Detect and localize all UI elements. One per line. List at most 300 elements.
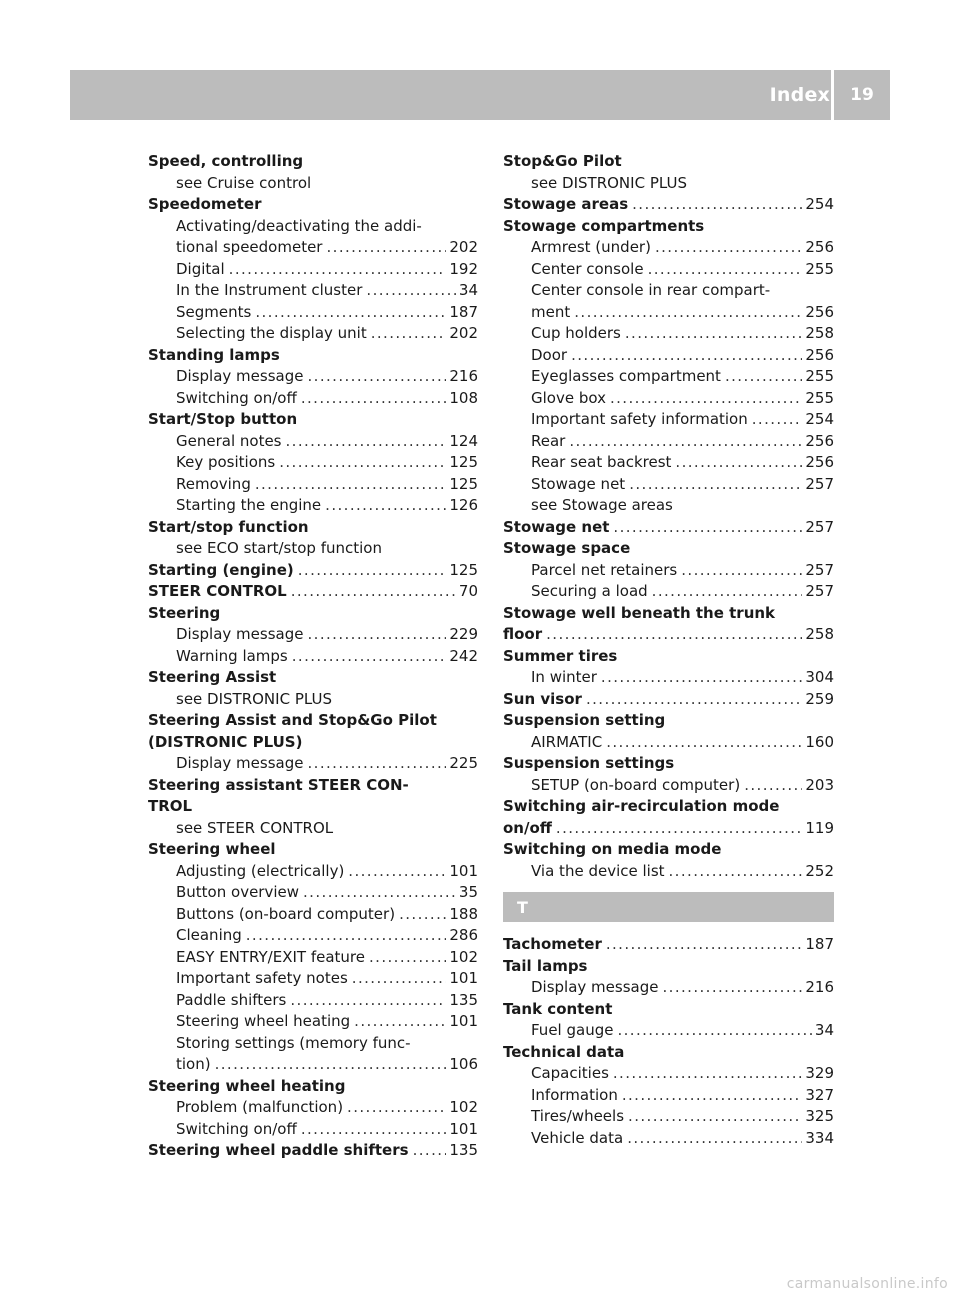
index-subentry	[503, 323, 834, 345]
index-subentry	[503, 366, 834, 388]
index-subentry	[503, 173, 834, 195]
page-reference: 126	[449, 496, 478, 514]
index-subentry	[148, 1011, 478, 1033]
index-entry	[148, 560, 478, 582]
dot-leader	[574, 302, 802, 324]
index-column-right	[503, 151, 834, 1149]
dot-leader	[725, 366, 802, 388]
entry-label: Important safety notes	[176, 969, 348, 987]
page-reference: 125	[449, 453, 478, 471]
index-entry	[503, 603, 834, 625]
dot-leader	[291, 581, 456, 603]
entry-label: Button overview	[176, 883, 300, 901]
entry-label: Start/Stop button	[148, 410, 298, 428]
index-entry	[148, 603, 478, 625]
index-entry	[148, 710, 478, 732]
index-subentry	[503, 280, 834, 302]
dot-leader	[369, 947, 446, 969]
index-subentry	[148, 646, 478, 668]
index-subentry	[148, 302, 478, 324]
entry-label: see DISTRONIC PLUS	[176, 689, 332, 708]
entry-label: Cleaning	[176, 926, 242, 944]
index-subentry	[148, 925, 478, 947]
page-reference: 125	[449, 560, 478, 579]
entry-label: Securing a load	[531, 582, 648, 600]
dot-leader	[629, 474, 802, 496]
dot-leader	[366, 280, 456, 302]
page-reference: 329	[805, 1064, 834, 1082]
index-subentry	[503, 1106, 834, 1128]
entry-label: ment	[531, 302, 571, 321]
entry-label: Steering wheel heating	[148, 1076, 346, 1095]
index-subentry	[148, 216, 478, 238]
entry-label: Steering assistant STEER CON-	[148, 775, 409, 794]
entry-label: General notes	[176, 431, 282, 450]
entry-label: Switching on/off	[176, 388, 297, 407]
dot-leader	[279, 452, 446, 474]
dot-leader	[617, 1020, 811, 1042]
entry-label: floor	[503, 625, 543, 643]
section-letter-header: T	[503, 892, 834, 922]
entry-label: Eyeglasses compartment	[531, 367, 721, 385]
entry-label: Key positions	[176, 453, 276, 471]
dot-leader	[655, 237, 802, 259]
entry-label: Suspension setting	[503, 711, 666, 729]
entry-label: Vehicle data	[531, 1128, 624, 1147]
dot-leader	[326, 237, 446, 259]
entry-label: Standing lamps	[148, 345, 280, 364]
entry-label: Starting (engine)	[148, 560, 294, 579]
index-entry	[503, 194, 834, 216]
entry-label: Segments	[176, 302, 252, 321]
entry-label: TROL	[148, 797, 193, 815]
entry-label: Fuel gauge	[531, 1021, 614, 1039]
entry-label: Removing	[176, 474, 251, 493]
entry-label: Important safety information	[531, 410, 748, 428]
page-reference: 256	[805, 302, 834, 321]
index-subentry	[148, 689, 478, 711]
page-reference: 255	[805, 388, 834, 407]
entry-label: see Stowage areas	[531, 496, 673, 514]
dot-leader	[348, 861, 446, 883]
page-reference: 101	[449, 861, 478, 880]
page-reference: 34	[458, 281, 478, 299]
page-reference: 257	[805, 517, 834, 536]
page-reference: 258	[805, 625, 834, 643]
dot-leader	[255, 302, 446, 324]
entry-label: Stowage net	[503, 517, 610, 536]
entry-label: Adjusting (electrically)	[176, 861, 345, 880]
page-reference: 202	[449, 238, 478, 256]
page-reference: 256	[805, 431, 834, 450]
entry-label: Steering Assist	[148, 668, 277, 686]
page-reference: 160	[805, 732, 834, 751]
index-subentry	[503, 431, 834, 453]
index-entry	[503, 796, 834, 818]
page-reference: 286	[449, 926, 478, 944]
index-entry	[148, 409, 478, 431]
entry-label: Cup holders	[531, 324, 621, 342]
dot-leader	[613, 517, 802, 539]
dot-leader	[347, 1097, 446, 1119]
dot-leader	[301, 388, 447, 410]
page-reference: 106	[449, 1055, 478, 1073]
entry-label: Parcel net retainers	[531, 560, 678, 579]
entry-label: Start/stop function	[148, 517, 309, 536]
entry-label: Tachometer	[503, 935, 602, 953]
entry-label: Selecting the display unit	[176, 324, 367, 342]
page-reference: 225	[449, 754, 478, 772]
entry-label: Stowage well beneath the trunk	[503, 603, 776, 622]
page-reference: 101	[449, 1012, 478, 1030]
entry-label: Steering wheel paddle shifters	[148, 1141, 409, 1159]
index-entry	[148, 581, 478, 603]
dot-leader	[292, 646, 447, 668]
page-reference: 325	[805, 1107, 834, 1125]
page-reference: 202	[449, 324, 478, 342]
entry-label: Digital	[176, 259, 225, 278]
entry-label: Stowage net	[531, 474, 626, 493]
index-subentry	[148, 1054, 478, 1076]
page-reference: 258	[805, 324, 834, 342]
index-subentry	[148, 495, 478, 517]
index-subentry	[503, 1020, 834, 1042]
entry-label: Suspension settings	[503, 754, 675, 772]
page-reference: 252	[805, 861, 834, 880]
page-number: 19	[850, 85, 874, 105]
page-reference: 187	[805, 935, 834, 953]
page-reference: 102	[449, 1098, 478, 1116]
dot-leader	[569, 431, 802, 453]
page-reference: 35	[458, 883, 478, 901]
index-entry	[503, 818, 834, 840]
dot-leader	[352, 968, 447, 990]
index-subentry	[148, 753, 478, 775]
dot-leader	[556, 818, 802, 840]
index-subentry	[148, 366, 478, 388]
dot-leader	[307, 624, 446, 646]
index-subentry	[503, 581, 834, 603]
index-subentry	[148, 431, 478, 453]
dot-leader	[675, 452, 802, 474]
index-subentry	[503, 452, 834, 474]
index-entry	[503, 646, 834, 668]
entry-label: Tires/wheels	[531, 1107, 625, 1125]
page-reference: 256	[805, 238, 834, 256]
dot-leader	[307, 366, 446, 388]
entry-label: Steering Assist and Stop&Go Pilot	[148, 711, 437, 729]
entry-label: Steering wheel heating	[176, 1012, 351, 1030]
index-subentry	[503, 1063, 834, 1085]
page-reference: 304	[805, 668, 834, 686]
page-reference: 334	[805, 1128, 834, 1147]
entry-label: In winter	[531, 668, 597, 686]
page-reference: 216	[805, 978, 834, 996]
index-subentry	[503, 302, 834, 324]
entry-label: Buttons (on-board computer)	[176, 904, 396, 923]
index-subentry	[503, 1128, 834, 1150]
section-title: Index	[769, 84, 830, 106]
entry-label: see ECO start/stop function	[176, 539, 382, 557]
page-reference: 257	[805, 560, 834, 579]
page-reference: 256	[805, 453, 834, 471]
page-reference: 216	[449, 367, 478, 385]
index-entry	[148, 839, 478, 861]
page-reference: 102	[449, 947, 478, 966]
entry-label: EASY ENTRY/EXIT feature	[176, 947, 365, 966]
page-reference: 101	[449, 969, 478, 987]
entry-label: Tail lamps	[503, 956, 588, 975]
page-reference: 125	[449, 474, 478, 493]
index-entry	[148, 775, 478, 797]
page-reference: 188	[449, 904, 478, 923]
entry-label: see STEER CONTROL	[176, 818, 334, 837]
page-reference: 135	[449, 1141, 478, 1159]
dot-leader	[632, 194, 802, 216]
entry-label: Stowage areas	[503, 195, 629, 213]
page-reference: 255	[805, 259, 834, 278]
dot-leader	[546, 624, 802, 646]
dot-leader	[215, 1054, 447, 1076]
index-subentry	[503, 345, 834, 367]
index-entry	[148, 1076, 478, 1098]
dot-leader	[625, 323, 803, 345]
index-entry	[148, 1140, 478, 1162]
dot-leader	[586, 689, 802, 711]
entry-label: Rear	[531, 431, 566, 450]
index-subentry	[503, 775, 834, 797]
dot-leader	[286, 431, 447, 453]
page-reference: 124	[449, 431, 478, 450]
dot-leader	[290, 990, 446, 1012]
entry-label: Warning lamps	[176, 646, 288, 665]
dot-leader	[662, 977, 802, 999]
index-entry	[148, 194, 478, 216]
dot-leader	[298, 560, 447, 582]
entry-label: Steering	[148, 603, 221, 622]
entry-label: Stowage compartments	[503, 216, 705, 235]
index-subentry	[148, 1119, 478, 1141]
index-subentry	[148, 624, 478, 646]
entry-label: Stop&Go Pilot	[503, 152, 622, 170]
entry-label: Display message	[531, 978, 659, 996]
index-entry	[148, 517, 478, 539]
entry-label: Rear seat backrest	[531, 453, 672, 471]
entry-label: on/off	[503, 818, 552, 837]
index-subentry	[148, 259, 478, 281]
index-subentry	[503, 560, 834, 582]
page-reference: 256	[805, 345, 834, 364]
index-subentry	[148, 452, 478, 474]
page-reference: 229	[449, 625, 478, 643]
index-subentry	[503, 977, 834, 999]
page-reference: 242	[449, 646, 478, 665]
entry-label: Stowage space	[503, 539, 631, 557]
dot-leader	[354, 1011, 446, 1033]
index-entry	[503, 710, 834, 732]
entry-label: Tank content	[503, 999, 613, 1018]
index-subentry	[148, 474, 478, 496]
index-entry	[148, 796, 478, 818]
entry-label: tional speedometer	[176, 238, 323, 256]
index-entry	[503, 999, 834, 1021]
index-entry	[503, 956, 834, 978]
dot-leader	[681, 560, 802, 582]
entry-label: Display message	[176, 625, 304, 643]
dot-leader	[622, 1085, 803, 1107]
dot-leader	[652, 581, 803, 603]
dot-leader	[371, 323, 447, 345]
dot-leader	[325, 495, 446, 517]
index-entry	[503, 1042, 834, 1064]
index-subentry	[148, 968, 478, 990]
entry-label: Display message	[176, 367, 304, 385]
index-entry	[503, 839, 834, 861]
entry-label: Activating/deactivating the addi-	[176, 216, 422, 235]
page-reference: 187	[449, 302, 478, 321]
page-reference: 254	[805, 195, 834, 213]
index-subentry	[148, 861, 478, 883]
entry-label: Starting the engine	[176, 496, 322, 514]
page-reference: 34	[814, 1021, 834, 1039]
index-subentry	[148, 538, 478, 560]
entry-label: Speedometer	[148, 195, 262, 213]
entry-label: Door	[531, 345, 568, 364]
dot-leader	[610, 388, 802, 410]
entry-label: Capacities	[531, 1064, 609, 1082]
dot-leader	[246, 925, 447, 947]
index-entry	[148, 151, 478, 173]
index-subentry	[503, 409, 834, 431]
index-entry	[503, 753, 834, 775]
dot-leader	[627, 1128, 802, 1150]
dot-leader	[301, 1119, 447, 1141]
index-entry	[148, 667, 478, 689]
index-entry	[503, 934, 834, 956]
entry-label: Paddle shifters	[176, 990, 287, 1009]
index-subentry	[503, 474, 834, 496]
entry-label: Glove box	[531, 388, 606, 407]
dot-leader	[613, 1063, 802, 1085]
index-subentry	[148, 882, 478, 904]
entry-label: Sun visor	[503, 689, 582, 708]
entry-label: Problem (malfunction)	[176, 1098, 344, 1116]
index-entry	[503, 689, 834, 711]
entry-label: In the Instrument cluster	[176, 281, 363, 299]
entry-label: Display message	[176, 754, 304, 772]
index-subentry	[148, 173, 478, 195]
index-subentry	[503, 732, 834, 754]
page-reference: 70	[458, 582, 478, 600]
page-reference: 257	[805, 474, 834, 493]
page-reference: 135	[449, 990, 478, 1009]
index-entry	[148, 345, 478, 367]
index-subentry	[148, 904, 478, 926]
dot-leader	[413, 1140, 447, 1162]
dot-leader	[255, 474, 447, 496]
index-subentry	[503, 1085, 834, 1107]
entry-label: (DISTRONIC PLUS)	[148, 732, 303, 751]
dot-leader	[571, 345, 802, 367]
page-reference: 257	[805, 582, 834, 600]
dot-leader	[307, 753, 446, 775]
page-reference: 259	[805, 689, 834, 708]
dot-leader	[669, 861, 803, 883]
watermark: carmanualsonline.info	[786, 1276, 948, 1292]
dot-leader	[648, 259, 803, 281]
index-subentry	[148, 818, 478, 840]
index-subentry	[503, 259, 834, 281]
index-subentry	[503, 388, 834, 410]
index-entry	[503, 151, 834, 173]
entry-label: Center console	[531, 259, 644, 278]
dot-leader	[303, 882, 456, 904]
page-reference: 101	[449, 1119, 478, 1138]
index-subentry	[148, 1097, 478, 1119]
page-reference: 255	[805, 367, 834, 385]
dot-leader	[601, 667, 802, 689]
entry-label: Center console in rear compart-	[531, 281, 771, 299]
entry-label: Speed, controlling	[148, 152, 304, 170]
dot-leader	[752, 409, 803, 431]
index-subentry	[503, 667, 834, 689]
index-entry	[503, 538, 834, 560]
entry-label: Information	[531, 1085, 618, 1104]
dot-leader	[399, 904, 446, 926]
entry-label: see Cruise control	[176, 173, 312, 192]
entry-label: Armrest (under)	[531, 238, 651, 256]
page-reference: 254	[805, 410, 834, 428]
entry-label: Switching air-recirculation mode	[503, 797, 780, 815]
dot-leader	[229, 259, 447, 281]
page-reference: 108	[449, 388, 478, 407]
index-subentry	[148, 237, 478, 259]
entry-label: SETUP (on-board computer)	[531, 775, 741, 794]
dot-leader	[606, 732, 802, 754]
index-subentry	[503, 861, 834, 883]
entry-label: tion)	[176, 1055, 211, 1073]
entry-label: see DISTRONIC PLUS	[531, 173, 687, 192]
index-subentry	[148, 323, 478, 345]
index-entry	[503, 216, 834, 238]
index-subentry	[503, 237, 834, 259]
index-subentry	[148, 990, 478, 1012]
page-reference: 192	[449, 259, 478, 278]
dot-leader	[606, 934, 803, 956]
dot-leader	[744, 775, 802, 797]
index-subentry	[148, 388, 478, 410]
index-entry	[148, 732, 478, 754]
entry-label: Summer tires	[503, 646, 618, 665]
index-entry	[503, 624, 834, 646]
entry-label: Via the device list	[531, 861, 665, 880]
entry-label: Steering wheel	[148, 840, 276, 858]
index-entry	[503, 517, 834, 539]
dot-leader	[628, 1106, 802, 1128]
entry-label: Technical data	[503, 1042, 625, 1061]
index-subentry	[503, 495, 834, 517]
entry-label: AIRMATIC	[531, 732, 603, 751]
page-reference: 203	[805, 775, 834, 794]
index-subentry	[148, 280, 478, 302]
page-reference: 119	[805, 818, 834, 837]
entry-label: Switching on media mode	[503, 840, 722, 858]
index-subentry	[148, 1033, 478, 1055]
entry-label: Switching on/off	[176, 1119, 297, 1138]
entry-label: Storing settings (memory func-	[176, 1033, 411, 1052]
index-subentry	[148, 947, 478, 969]
index-column-left	[148, 151, 478, 1162]
